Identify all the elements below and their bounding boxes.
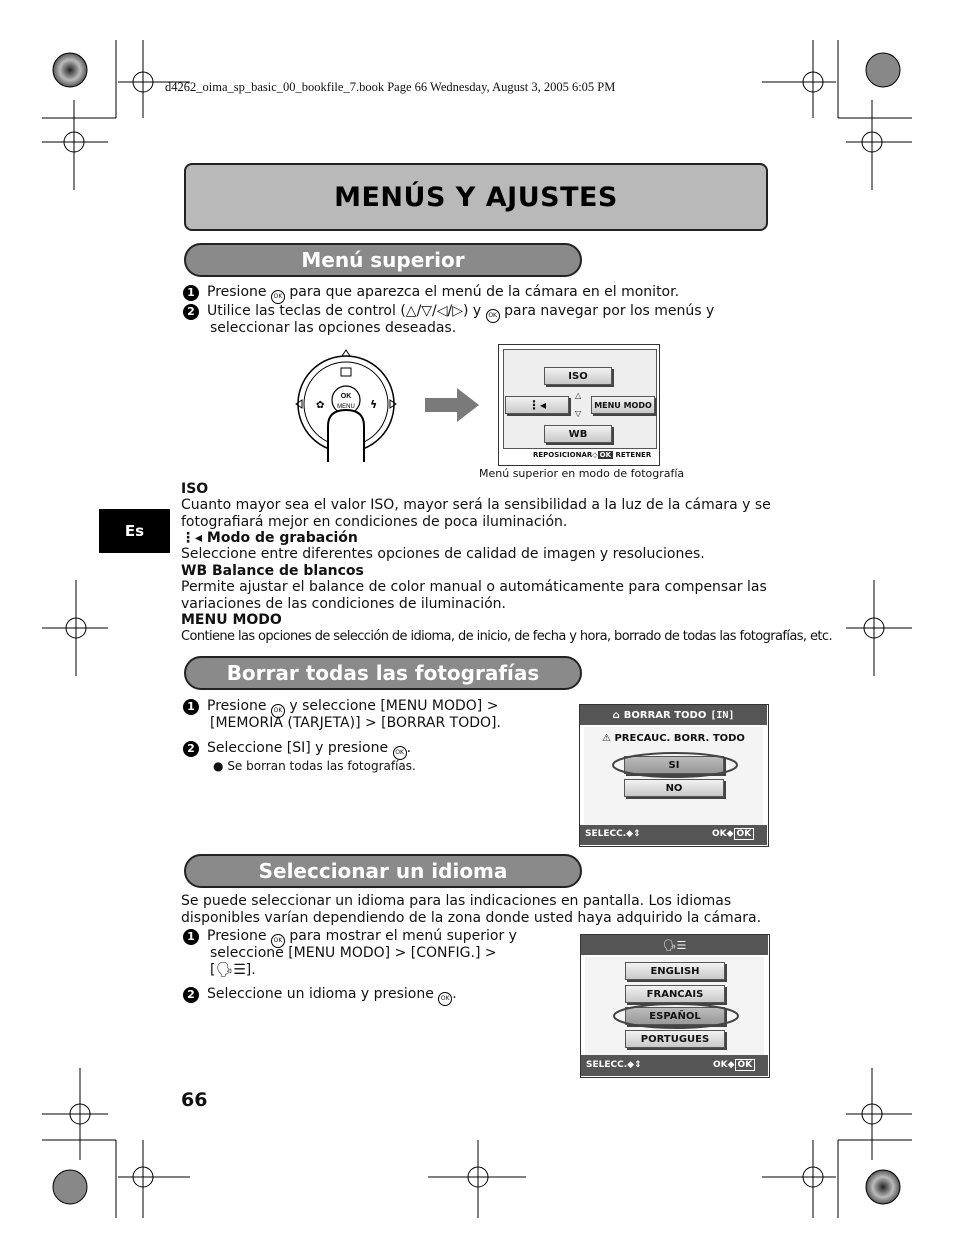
lcd-no-option: NO (624, 779, 724, 797)
home-icon: ⌂ (612, 709, 620, 721)
iso-text: Cuanto mayor sea el valor ISO, mayor será la sensibilidad a la luz de la cámara y se fotografiará mejor en condiciones de poca iluminación. (181, 497, 771, 530)
lcd-footer-ok: OK (599, 451, 612, 459)
step-text: Presione (207, 284, 267, 300)
step-2-language (183, 986, 563, 1006)
lcd-record-mode-option: ⋮◂ (505, 396, 569, 414)
lcd-title-badge: [IN] (710, 709, 735, 721)
step-text: [ (210, 962, 216, 978)
lcd-caption: Menú superior en modo de fotografía (479, 467, 685, 480)
section-heading-language (184, 854, 582, 888)
step-text: Seleccione [SI] y presione (207, 740, 389, 756)
step-text: para que aparezca el menú de la cámara en el monitor. (289, 284, 680, 300)
lcd-footer-right: OK◆ OK (712, 829, 754, 839)
lcd-title: BORRAR TODO (623, 709, 707, 721)
step-text: Seleccione un idioma y presione (207, 986, 434, 1002)
step-text: ]. (245, 962, 256, 978)
wb-text: Permite ajustar el balance de color manual o automáticamente para compensar las variaciones de las condiciones de iluminación. (181, 579, 767, 612)
ok-button-icon: OK (438, 992, 452, 1006)
record-mode-title-text: Modo de grabación (206, 530, 358, 546)
step-text: ) y (463, 303, 482, 319)
lcd-menu-modo-option: MENU MODO (591, 396, 655, 414)
selection-ellipse (611, 1002, 741, 1030)
lcd-footer-right: OK◆ OK (713, 1060, 755, 1070)
bullet-note (213, 759, 416, 773)
arrow-keys-icon: △/▽/◁/▷ (405, 303, 464, 319)
lcd-si-option: SI (624, 756, 724, 774)
svg-text:OK: OK (340, 393, 352, 400)
step-text: Presione (207, 698, 267, 714)
lcd-language-option: PORTUGUES (625, 1030, 725, 1048)
lcd-language-option-selected: ESPAÑOL (625, 1007, 725, 1025)
file-header: d4262_oima_sp_basic_00_bookfile_7.book Page 66 Wednesday, August 3, 2005 6:05 PM (165, 80, 616, 94)
lcd-footer-left: SELECC.◆⇕ (585, 829, 641, 839)
svg-text:✿: ✿ (316, 400, 325, 411)
lcd-footer-left-text: SELECC. (586, 1060, 628, 1070)
step-1-delete-all-continued: [MEMORIA (TARJETA)] > [BORRAR TODO]. (210, 715, 501, 731)
lcd-warning (602, 733, 745, 744)
section-heading-top-menu (184, 243, 582, 277)
lcd-wb-option: WB (544, 425, 612, 443)
step-1-top-menu (183, 284, 783, 304)
record-mode-text: Seleccione entre diferentes opciones de calidad de imagen y resoluciones. (181, 546, 705, 562)
menu-modo-title: MENU MODO (181, 612, 282, 628)
lcd-language-option: FRANCAIS (625, 985, 725, 1003)
lcd-footer: REPOSICIONAR◇ OK RETENER (533, 451, 652, 459)
lcd-footer-ok: OK (734, 828, 755, 840)
step-1-language-end (210, 962, 256, 979)
svg-text:ϟ: ϟ (370, 398, 378, 411)
ok-button-icon: OK (271, 290, 285, 304)
lcd-footer-right: RETENER (615, 451, 652, 459)
section-heading-text: Borrar todas las fotografías (226, 661, 540, 685)
lcd-title-bar (580, 705, 767, 725)
control-dial-illustration (288, 346, 404, 462)
menu-modo-text: Contiene las opciones de selección de idioma, de inicio, de fecha y hora, borrado de todas las fotografías, etc. (181, 629, 832, 644)
step-text: para navegar por los menús y (504, 303, 715, 319)
lcd-delete-all (579, 704, 769, 847)
iso-title: ISO (181, 481, 209, 497)
ok-button-icon: OK (271, 704, 285, 718)
step-text: Presione (207, 928, 267, 944)
page-title-box (184, 163, 768, 231)
lcd-footer-ok: OK (735, 1059, 756, 1071)
step-1-language-continued: seleccione [MENU MODO] > [CONFIG.] > (210, 945, 497, 961)
selection-ellipse (610, 751, 740, 779)
record-mode-icon: ⋮◂ (181, 530, 203, 546)
language-tab: Es (99, 509, 170, 553)
svg-text:MENU: MENU (337, 404, 355, 410)
page-number: 66 (181, 1089, 208, 1111)
step-text: Utilice las teclas de control ( (207, 303, 406, 319)
step-2-continued: seleccionar las opciones deseadas. (210, 320, 457, 336)
step-text: . (406, 740, 412, 756)
language-setting-icon: 🗣☰ (215, 962, 246, 978)
lcd-language (580, 934, 770, 1078)
record-mode-title (181, 530, 358, 547)
wb-title: WB Balance de blancos (181, 563, 364, 579)
language-setting-icon: 🗣☰ (581, 935, 768, 955)
lcd-footer-left: REPOSICIONAR (533, 451, 593, 459)
lcd-footer (580, 825, 767, 845)
warning-icon: ⚠ (602, 733, 611, 744)
step-number-2: 2 (183, 741, 199, 757)
lcd-footer-right-text: OK (713, 1060, 728, 1070)
up-down-arrows-icon: △ ▽ (575, 391, 582, 418)
step-number-2: 2 (183, 987, 199, 1003)
bullet-text: Se borran todas las fotografías. (227, 759, 416, 773)
step-text: para mostrar el menú superior y (289, 928, 517, 944)
bullet-icon: ● (213, 759, 224, 773)
lcd-top-menu (498, 344, 660, 466)
step-number-2: 2 (183, 304, 199, 320)
language-intro: Se puede seleccionar un idioma para las indicaciones en pantalla. Los idiomas disponibles varían dependiendo de la zona donde usted haya adquirido la cámara. (181, 893, 762, 926)
section-heading-text: Menú superior (301, 248, 465, 272)
step-text: y seleccione [MENU MODO] > (289, 698, 499, 714)
step-number-1: 1 (183, 929, 199, 945)
ok-button-icon: OK (393, 746, 407, 760)
step-number-1: 1 (183, 699, 199, 715)
ok-button-icon: OK (271, 934, 285, 948)
section-heading-delete-all (184, 656, 582, 690)
right-arrow-icon (425, 388, 481, 422)
lcd-language-option: ENGLISH (625, 962, 725, 980)
lcd-footer-left: SELECC.◆⇕ (586, 1060, 642, 1070)
step-number-1: 1 (183, 285, 199, 301)
page-title: MENÚS Y AJUSTES (334, 181, 618, 213)
lcd-footer-left-text: SELECC. (585, 829, 627, 839)
ok-button-icon: OK (486, 309, 500, 323)
step-2-delete-all (183, 740, 563, 760)
section-heading-text: Seleccionar un idioma (258, 859, 508, 883)
step-text: . (452, 986, 457, 1002)
lcd-iso-option: ISO (544, 367, 612, 385)
lcd-footer-right-text: OK (712, 829, 727, 839)
lcd-warning-text: PRECAUC. BORR. TODO (614, 733, 745, 744)
lcd-footer (581, 1055, 768, 1076)
